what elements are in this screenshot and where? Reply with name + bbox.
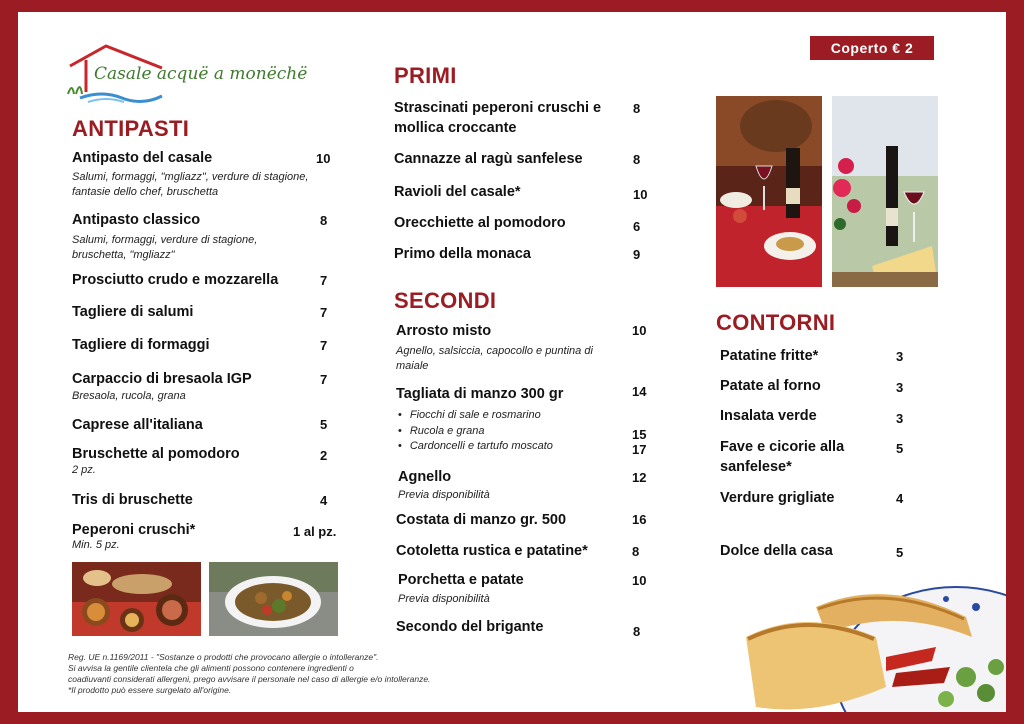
contorni-title: CONTORNI xyxy=(716,310,836,335)
menu-item-name: Antipasto classico xyxy=(72,212,201,228)
secondi-title: SECONDI xyxy=(394,288,497,313)
menu-item-name: Porchetta e patate xyxy=(398,572,524,588)
menu-item-name: Insalata verde xyxy=(720,408,817,424)
menu-item-desc: Agnello, salsiccia, capocollo e puntina di maiale xyxy=(396,345,593,372)
menu-item-price: 1 al pz. xyxy=(293,524,337,539)
menu-item-desc: Min. 5 pz. xyxy=(72,539,120,551)
menu-item-name: Ravioli del casale* xyxy=(394,184,521,200)
menu-item-name: Secondo del brigante xyxy=(396,619,544,635)
menu-item-price: 2 xyxy=(320,448,328,463)
menu-item-price: 14 xyxy=(632,384,647,399)
menu-item-price: 7 xyxy=(320,305,328,320)
menu-item-name: Dolce della casa xyxy=(720,543,833,559)
menu-item-name: Patatine fritte* xyxy=(720,348,819,364)
menu-item-desc: Previa disponibilità xyxy=(398,593,490,605)
menu-item-price: 16 xyxy=(632,512,647,527)
menu-item-price: 8 xyxy=(320,213,328,228)
menu-item-desc: Previa disponibilità xyxy=(398,489,490,501)
menu-item-name: Peperoni cruschi* xyxy=(72,522,196,538)
option-label: • Cardoncelli e tartufo moscato xyxy=(398,439,553,455)
menu-item-name: Antipasto del casale xyxy=(72,150,213,166)
menu-item-desc: Salumi, formaggi, verdure di stagione, bruschetta, "mgliazz" xyxy=(72,234,258,261)
menu-item-price: 9 xyxy=(633,247,641,262)
menu-item-price: 5 xyxy=(320,417,328,432)
menu-item-name: Cannazze al ragù sanfelese xyxy=(394,151,583,167)
option-price: 15 xyxy=(632,427,647,442)
menu-item-price: 7 xyxy=(320,372,328,387)
option-label: • Rucola e grana xyxy=(398,424,553,440)
coperto-badge: Coperto € 2 xyxy=(810,36,934,60)
menu-sheet xyxy=(18,12,1006,712)
menu-item-price: 4 xyxy=(320,493,328,508)
menu-item-name: Tris di bruschette xyxy=(72,492,193,508)
menu-item-price: 7 xyxy=(320,273,328,288)
menu-item-desc: Salumi, formaggi, "mgliazz", verdure di stagione, fantasie dello chef, bruschetta xyxy=(72,171,309,198)
menu-item-price: 8 xyxy=(633,101,641,116)
antipasti-title: ANTIPASTI xyxy=(72,116,190,141)
menu-item-name: Primo della monaca xyxy=(394,246,531,262)
wine-cheese-photo xyxy=(832,96,938,287)
menu-item-price: 8 xyxy=(633,624,641,639)
option-label: • Fiocchi di sale e rosmarino xyxy=(398,408,553,424)
menu-item-price: 10 xyxy=(633,187,648,202)
menu-item-price: 4 xyxy=(896,491,904,506)
menu-item-name: Fave e cicorie alla sanfelese* xyxy=(720,439,845,475)
wine-table-photo xyxy=(716,96,822,287)
menu-item-price: 3 xyxy=(896,380,904,395)
menu-item-name: Tagliata di manzo 300 gr xyxy=(396,386,564,402)
menu-item-name: Tagliere di salumi xyxy=(72,304,194,320)
brand-name: Casale acquë a monëchë xyxy=(94,64,308,84)
antipasto-photo xyxy=(72,562,201,636)
menu-item-price: 3 xyxy=(896,349,904,364)
menu-item-price: 5 xyxy=(896,545,904,560)
bruschetta-photo xyxy=(736,577,1006,712)
footer-line: coadiuvanti considerati allergeni, prego avvisare il personale nel caso di allergie e/o intolleranze. xyxy=(68,674,431,684)
menu-item-price: 6 xyxy=(633,219,641,234)
menu-item-price: 8 xyxy=(632,544,640,559)
menu-item-price: 10 xyxy=(632,573,647,588)
menu-item-name: Cotoletta rustica e patatine* xyxy=(396,543,588,559)
menu-item-name: Tagliere di formaggi xyxy=(72,337,210,353)
menu-item-name: Carpaccio di bresaola IGP xyxy=(72,371,252,387)
menu-item-price: 10 xyxy=(632,323,647,338)
menu-item-name: Prosciutto crudo e mozzarella xyxy=(72,272,279,288)
menu-item-price: 3 xyxy=(896,411,904,426)
menu-item-name: Strascinati peperoni cruschi e mollica croccante xyxy=(394,100,602,136)
option-price: 17 xyxy=(632,442,647,457)
menu-item-name: Arrosto misto xyxy=(396,323,492,339)
menu-item-name: Agnello xyxy=(398,469,452,485)
tagliata-options xyxy=(398,408,553,455)
menu-item-price: 7 xyxy=(320,338,328,353)
menu-item-price: 10 xyxy=(316,151,331,166)
menu-item-price: 5 xyxy=(896,441,904,456)
menu-item-name: Verdure grigliate xyxy=(720,490,835,506)
footer-line: Reg. UE n.1169/2011 - "Sostanze o prodotti che provocano allergie o intolleranze". xyxy=(68,652,379,662)
menu-item-name: Bruschette al pomodoro xyxy=(72,446,240,462)
menu-item-desc: Bresaola, rucola, grana xyxy=(72,390,186,402)
menu-item-price: 8 xyxy=(633,152,641,167)
menu-item-name: Patate al forno xyxy=(720,378,821,394)
menu-item-desc: 2 pz. xyxy=(72,464,96,476)
footer-line: Si avvisa la gentile clientela che gli alimenti possono contenere ingredienti o xyxy=(68,663,354,673)
allergen-notice xyxy=(68,652,528,696)
menu-item-price: 12 xyxy=(632,470,647,485)
menu-item-name: Caprese all'italiana xyxy=(72,417,203,433)
primi-title: PRIMI xyxy=(394,63,457,88)
menu-item-name: Costata di manzo gr. 500 xyxy=(396,512,567,528)
bowl-photo xyxy=(209,562,338,636)
menu-item-name: Orecchiette al pomodoro xyxy=(394,215,566,231)
footer-line: *Il prodotto può essere surgelato all'origine. xyxy=(68,685,232,695)
